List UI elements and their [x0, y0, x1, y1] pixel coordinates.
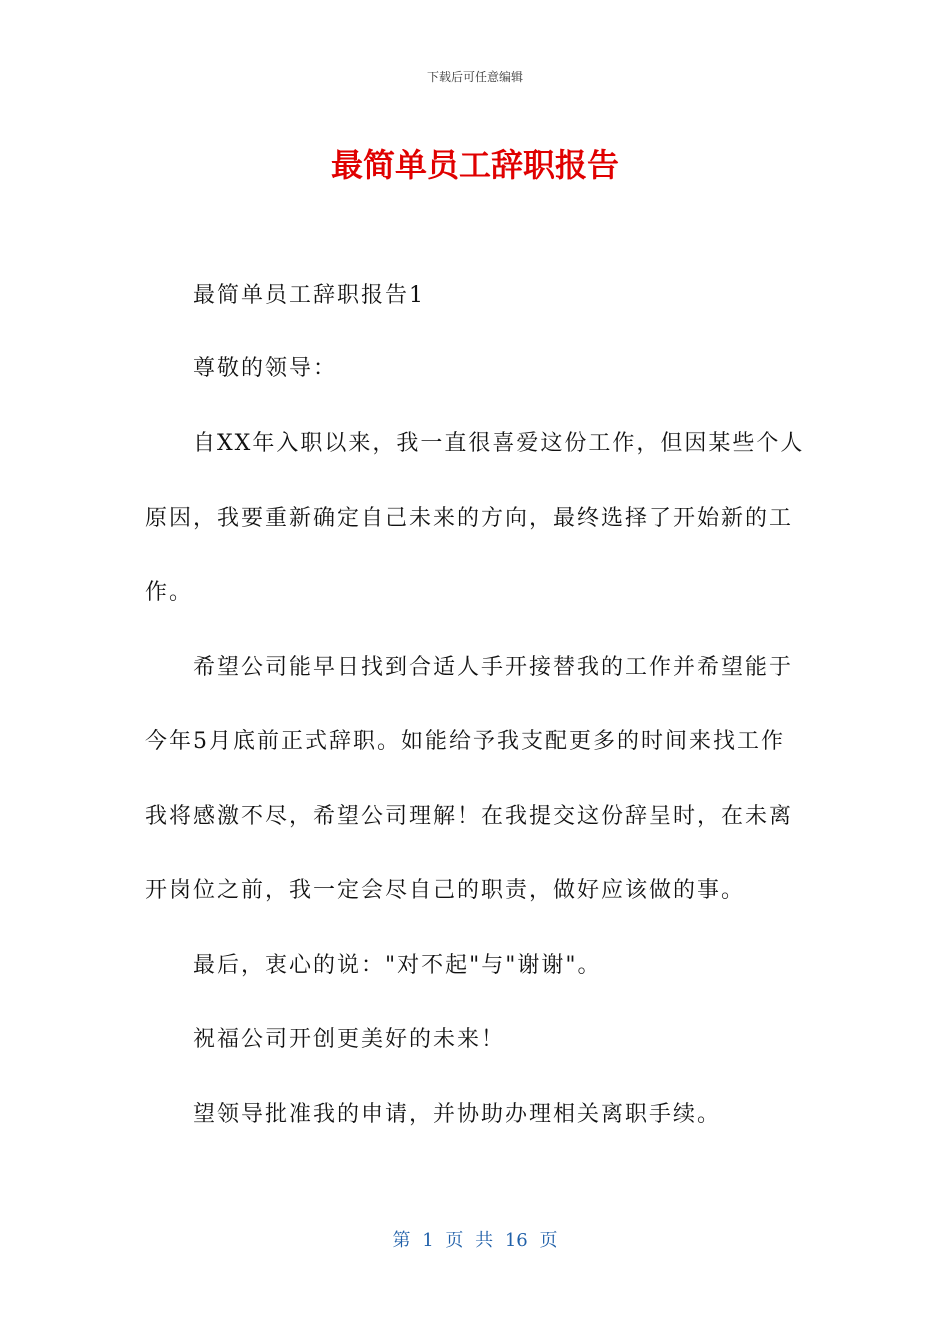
paragraph-line: 今年5月底前正式辞职。如能给予我支配更多的时间来找工作 — [145, 729, 785, 754]
page-number: 第 1 页 共 16 页 — [392, 1230, 558, 1251]
paragraph-line: 我将感激不尽，希望公司理解！在我提交这份辞呈时，在未离 — [145, 804, 794, 829]
paragraph-line: 希望公司能早日找到合适人手开接替我的工作并希望能于 — [193, 655, 794, 680]
paragraph-line: 原因，我要重新确定自己未来的方向，最终选择了开始新的工 — [145, 506, 794, 531]
paragraph-line: 望领导批准我的申请，并协助办理相关离职手续。 — [193, 1102, 722, 1127]
salutation: 尊敬的领导： — [193, 356, 338, 381]
header-note: 下载后可任意编辑 — [426, 70, 523, 84]
paragraph-line: 开岗位之前，我一定会尽自己的职责，做好应该做的事。 — [145, 878, 746, 903]
paragraph-line: 作。 — [145, 580, 194, 605]
paragraph-line: 祝福公司开创更美好的未来！ — [193, 1027, 506, 1052]
paragraph-line: 自XX年入职以来，我一直很喜爱这份工作，但因某些个人 — [193, 431, 805, 456]
paragraph-line: 最后，衷心的说："对不起"与"谢谢"。 — [193, 953, 602, 978]
document-title: 最简单员工辞职报告 — [330, 146, 619, 184]
section-heading: 最简单员工辞职报告1 — [193, 283, 425, 308]
